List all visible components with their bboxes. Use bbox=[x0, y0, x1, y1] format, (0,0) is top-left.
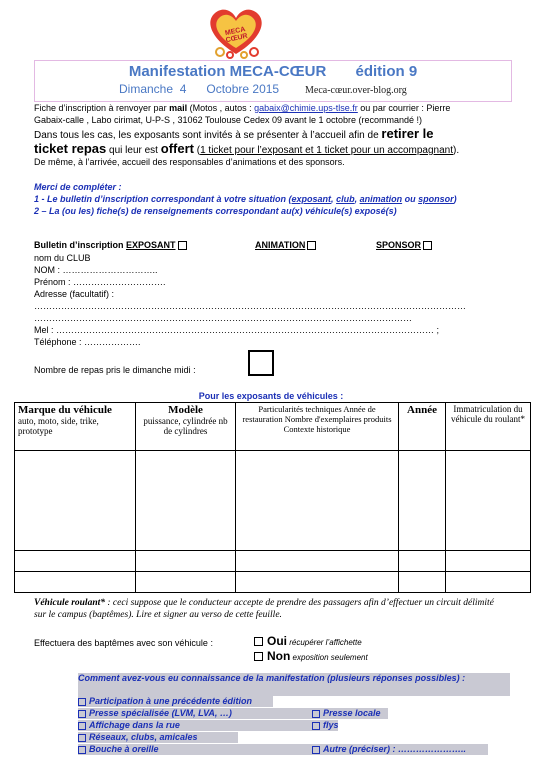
table-cell[interactable] bbox=[136, 572, 236, 593]
intro-text: ). bbox=[453, 145, 460, 156]
survey-option-reseaux[interactable] bbox=[78, 732, 198, 744]
event-date: Dimanche 4 Octobre 2015 bbox=[119, 82, 280, 96]
table-cell[interactable] bbox=[399, 572, 446, 593]
oui-label: Oui bbox=[267, 634, 287, 648]
checkbox-icon[interactable] bbox=[312, 710, 320, 718]
mel-field[interactable]: Mel : ……………………………………………………………………………………………………………… ; bbox=[34, 325, 440, 335]
instr-text: ou bbox=[402, 194, 419, 204]
oui-note: récupérer l’affichette bbox=[287, 638, 362, 647]
email-link[interactable]: gabaix@chimie.ups-tlse.fr bbox=[254, 103, 358, 113]
intro-offert: offert bbox=[160, 141, 194, 156]
repas-label: Nombre de repas pris le dimanche midi : bbox=[34, 365, 196, 375]
table-row bbox=[15, 572, 531, 593]
sponsor-option bbox=[376, 240, 432, 250]
telephone-field[interactable]: Téléphone : ………………. bbox=[34, 337, 141, 347]
sponsor-checkbox[interactable] bbox=[423, 241, 432, 250]
club-field[interactable]: nom du CLUB bbox=[34, 253, 91, 263]
col-sub: auto, moto, side, trike, prototype bbox=[18, 416, 99, 436]
col-title: Année bbox=[407, 404, 437, 416]
adresse-label: Adresse (facultatif) : bbox=[34, 289, 115, 299]
table-row bbox=[15, 451, 531, 551]
checkbox-icon[interactable] bbox=[312, 722, 320, 730]
intro-line-4 bbox=[34, 141, 459, 156]
oui-checkbox[interactable] bbox=[254, 637, 263, 646]
animation-label: ANIMATION bbox=[255, 240, 306, 250]
intro-text: (Motos , autos : bbox=[187, 103, 255, 113]
option-label: Participation à une précédente édition bbox=[89, 696, 253, 706]
note-term: Véhicule roulant* bbox=[34, 598, 105, 608]
col-marque bbox=[15, 403, 136, 451]
survey-option-flys[interactable] bbox=[312, 720, 339, 732]
col-immatriculation bbox=[446, 403, 531, 451]
table-cell[interactable] bbox=[136, 551, 236, 572]
checkbox-icon[interactable] bbox=[78, 710, 86, 718]
vehicles-heading: Pour les exposants de véhicules : bbox=[198, 391, 344, 401]
checkbox-icon[interactable] bbox=[78, 722, 86, 730]
intro-line-2: Gabaix-calle , Labo cirimat, U-P-S , 31062 Toulouse Cedex 09 avant le 1 octobre (recommandé !) bbox=[34, 115, 423, 125]
intro-ticket: ticket repas bbox=[34, 141, 107, 156]
instr-club: club bbox=[336, 194, 355, 204]
vehicle-roulant-note bbox=[34, 597, 504, 621]
table-cell[interactable] bbox=[446, 451, 531, 551]
blog-address: Meca-cœur.over-blog.org bbox=[305, 85, 407, 96]
col-title: Marque du véhicule bbox=[18, 404, 112, 416]
intro-text: ( bbox=[193, 145, 201, 156]
adresse-field-2[interactable]: ……………………………………………………………………………………………………………… bbox=[34, 313, 412, 323]
table-cell[interactable] bbox=[446, 551, 531, 572]
nom-field[interactable]: NOM : ………………………….. bbox=[34, 265, 158, 275]
instr-text: , bbox=[331, 194, 337, 204]
instr-text: 1 - Le bulletin d’inscription correspondant à votre situation ( bbox=[34, 194, 292, 204]
prenom-field[interactable]: Prénom : …………………………. bbox=[34, 277, 166, 287]
survey-option-previous[interactable] bbox=[78, 696, 252, 708]
option-label: Presse spécialisée (LVM, LVA, …) bbox=[89, 708, 232, 718]
table-cell[interactable] bbox=[15, 551, 136, 572]
instr-sponsor: sponsor bbox=[418, 194, 454, 204]
checkbox-icon[interactable] bbox=[312, 746, 320, 754]
baptemes-label: Effectuera des baptêmes avec son véhicule : bbox=[34, 638, 213, 648]
col-sub: Immatriculation du véhicule du roulant* bbox=[451, 404, 525, 424]
table-cell[interactable] bbox=[236, 572, 399, 593]
col-modele bbox=[136, 403, 236, 451]
intro-line-1 bbox=[34, 102, 534, 114]
instr-text: ) bbox=[453, 194, 457, 204]
adresse-field-1[interactable]: ……………………………………………………………………………………………………………………………… bbox=[34, 301, 466, 311]
survey-option-presse-specialisee[interactable] bbox=[78, 708, 232, 720]
col-sub: puissance, cylindrée nb de cylindres bbox=[143, 416, 228, 436]
col-particularites bbox=[236, 403, 399, 451]
intro-line-5: De même, à l’arrivée, accueil des responsables d’animations et des sponsors. bbox=[34, 157, 345, 167]
table-cell[interactable] bbox=[15, 572, 136, 593]
option-label: Presse locale bbox=[323, 708, 381, 718]
survey-option-bouche[interactable] bbox=[78, 744, 159, 756]
note-text: : ceci suppose que le conducteur accepte de prendre des passagers afin d’effectuer un circuit délimité sur le campus (baptêmes). Lire et signer au verso de cette feuille. bbox=[34, 598, 494, 620]
checkbox-icon[interactable] bbox=[78, 698, 86, 706]
checkbox-icon[interactable] bbox=[78, 734, 86, 742]
survey-option-autre[interactable] bbox=[312, 744, 466, 756]
vehicle-table bbox=[14, 402, 531, 593]
table-cell[interactable] bbox=[399, 551, 446, 572]
col-sub: Particularités techniques Année de restauration Nombre d'exemplaires produits Contexte historique bbox=[242, 404, 392, 434]
intro-text: qui leur est bbox=[106, 145, 161, 156]
non-note: exposition seulement bbox=[290, 653, 368, 662]
intro-line-3 bbox=[34, 126, 433, 141]
intro-retirer: retirer le bbox=[381, 126, 434, 141]
intro-text: ou par courrier : Pierre bbox=[357, 103, 451, 113]
meca-coeur-logo bbox=[200, 2, 272, 60]
instr-text: , bbox=[354, 194, 360, 204]
survey-option-affichage[interactable] bbox=[78, 720, 180, 732]
exposant-label: EXPOSANT bbox=[126, 240, 176, 250]
title-box bbox=[34, 60, 512, 102]
col-annee bbox=[399, 403, 446, 451]
intro-mail: mail bbox=[169, 103, 188, 113]
option-label: Autre (préciser) : ………………….. bbox=[323, 744, 467, 754]
bulletin-line bbox=[34, 240, 187, 250]
intro-tickets: 1 ticket pour l’exposant et 1 ticket pour un accompagnant bbox=[200, 145, 454, 156]
animation-option bbox=[255, 240, 316, 250]
instructions-step-2: 2 – La (ou les) fiche(s) de renseignements correspondant au(x) véhicule(s) exposé(s) bbox=[34, 206, 397, 216]
option-label: Bouche à oreille bbox=[89, 744, 159, 754]
instructions-step-1 bbox=[34, 193, 457, 205]
repas-count-box[interactable] bbox=[248, 350, 274, 376]
intro-text: Fiche d’inscription à renvoyer par bbox=[34, 103, 170, 113]
instr-exposant: exposant bbox=[291, 194, 332, 204]
exposant-checkbox[interactable] bbox=[178, 241, 187, 250]
col-title: Modèle bbox=[168, 404, 203, 416]
checkbox-icon[interactable] bbox=[78, 746, 86, 754]
page-title: Manifestation MECA-CŒUR édition 9 bbox=[128, 63, 418, 80]
table-cell[interactable] bbox=[399, 451, 446, 551]
table-cell[interactable] bbox=[136, 451, 236, 551]
intro-text: Dans tous les cas, les exposants sont invités à se présenter à l’accueil afin de bbox=[34, 130, 382, 141]
table-cell[interactable] bbox=[446, 572, 531, 593]
animation-checkbox[interactable] bbox=[307, 241, 316, 250]
instr-animation: animation bbox=[359, 194, 403, 204]
table-cell[interactable] bbox=[236, 551, 399, 572]
survey-option-presse-locale[interactable] bbox=[312, 708, 381, 720]
survey-question: Comment avez-vous eu connaissance de la manifestation (plusieurs réponses possibles) : bbox=[78, 673, 466, 683]
option-label: flys bbox=[323, 720, 339, 730]
table-cell[interactable] bbox=[15, 451, 136, 551]
option-label: Réseaux, clubs, amicales bbox=[89, 732, 198, 742]
instructions-title: Merci de compléter : bbox=[34, 182, 122, 192]
non-checkbox[interactable] bbox=[254, 652, 263, 661]
table-cell[interactable] bbox=[236, 451, 399, 551]
non-label: Non bbox=[267, 649, 291, 663]
table-row bbox=[15, 551, 531, 572]
option-label: Affichage dans la rue bbox=[89, 720, 180, 730]
sponsor-label: SPONSOR bbox=[376, 240, 422, 250]
non-option bbox=[254, 649, 368, 663]
bulletin-label: Bulletin d’inscription bbox=[34, 240, 126, 250]
logo-text: MECA CŒUR bbox=[224, 26, 249, 45]
oui-option bbox=[254, 634, 362, 648]
